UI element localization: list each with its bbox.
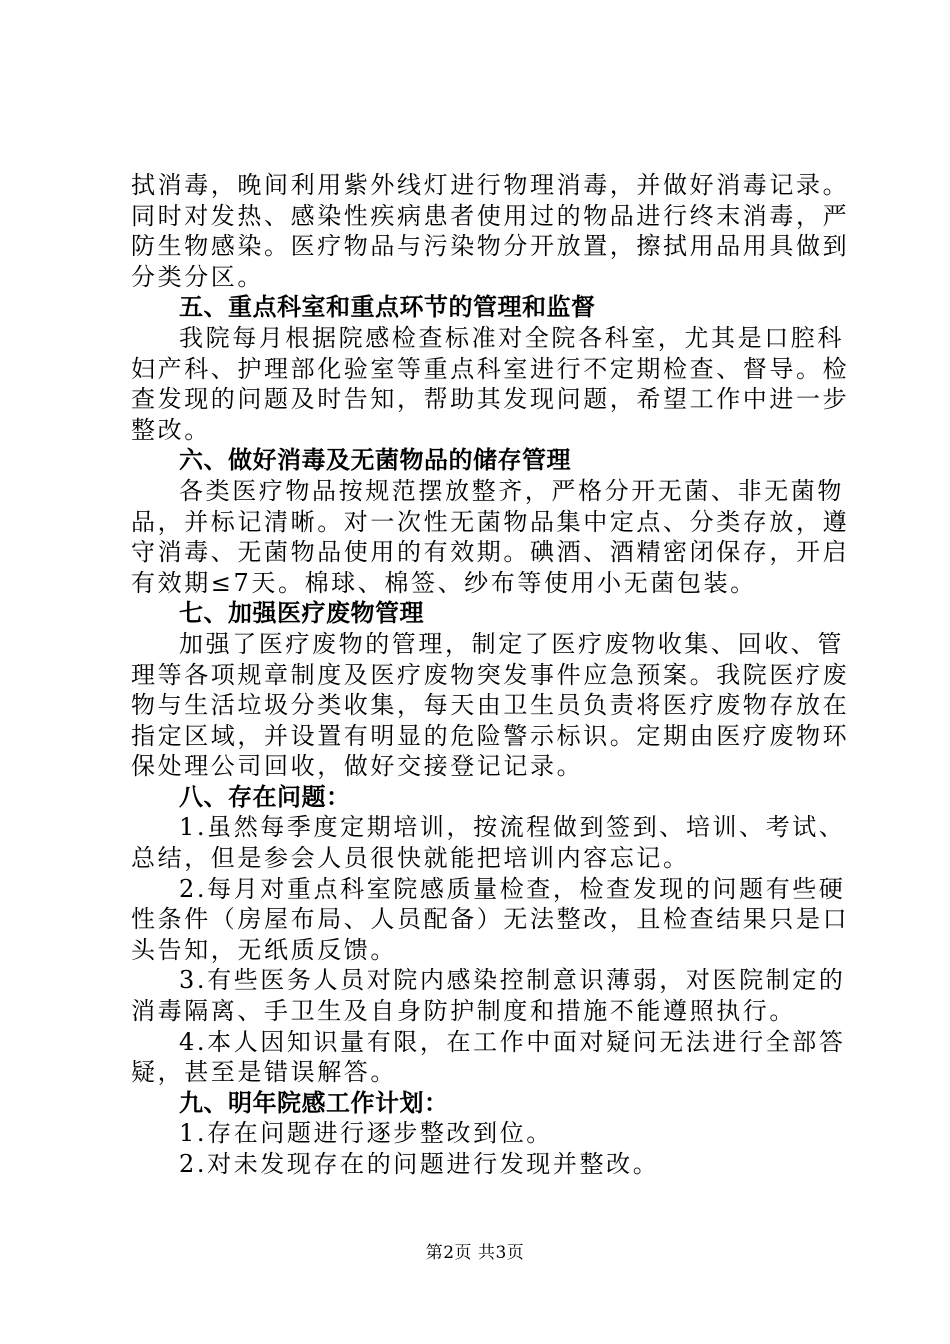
page-number-footer: 第2页 共3页 xyxy=(425,1243,525,1263)
body-line: 指定区域，并设置有明显的危险警示标识。定期由医疗废物环 xyxy=(131,721,850,750)
body-line: 整改。 xyxy=(131,415,211,444)
list-item-first-line: 2.每月对重点科室院感质量检查，检查发现的问题有些硬 xyxy=(179,874,846,903)
body-line: 同时对发热、感染性疾病患者使用过的物品进行终末消毒，严 xyxy=(131,201,850,230)
body-line: 疑，甚至是错误解答。 xyxy=(131,1058,397,1087)
body-line: 消毒隔离、手卫生及自身防护制度和措施不能遵照执行。 xyxy=(131,997,796,1026)
list-item-first-line: 1.虽然每季度定期培训，按流程做到签到、培训、考试、 xyxy=(179,813,846,842)
body-line: 守消毒、无菌物品使用的有效期。碘酒、酒精密闭保存，开启 xyxy=(131,538,850,567)
paragraph-first-line: 各类医疗物品按规范摆放整齐，严格分开无菌、非无菌物 xyxy=(179,476,844,505)
body-line: 物与生活垃圾分类收集，每天由卫生员负责将医疗废物存放在 xyxy=(131,691,850,720)
document-body xyxy=(131,170,850,1180)
body-line: 性条件（房屋布局、人员配备）无法整改，且检查结果只是口 xyxy=(131,905,850,934)
section-heading-6: 六、做好消毒及无菌物品的储存管理 xyxy=(179,446,571,475)
list-item-first-line: 3.有些医务人员对院内感染控制意识薄弱，对医院制定的 xyxy=(179,966,846,995)
body-line: 有效期≤7天。棉球、棉签、纱布等使用小无菌包装。 xyxy=(131,568,757,597)
body-line: 妇产科、护理部化验室等重点科室进行不定期检查、督导。检 xyxy=(131,354,850,383)
section-heading-5: 五、重点科室和重点环节的管理和监督 xyxy=(179,293,596,322)
list-item-first-line: 4.本人因知识量有限，在工作中面对疑问无法进行全部答 xyxy=(179,1027,846,1056)
body-line: 防生物感染。医疗物品与污染物分开放置，擦拭用品用具做到 xyxy=(131,232,850,261)
body-line: 保处理公司回收，做好交接登记记录。 xyxy=(131,752,584,781)
body-line: 查发现的问题及时告知，帮助其发现问题，希望工作中进一步 xyxy=(131,385,850,414)
body-line: 分类分区。 xyxy=(131,262,264,291)
body-line: 拭消毒，晚间利用紫外线灯进行物理消毒，并做好消毒记录。 xyxy=(131,171,850,199)
list-item-first-line: 1.存在问题进行逐步整改到位。 xyxy=(179,1119,553,1148)
body-line: 头告知，无纸质反馈。 xyxy=(131,935,397,964)
body-line: 品，并标记清晰。对一次性无菌物品集中定点、分类存放，遵 xyxy=(131,507,850,536)
paragraph-first-line: 加强了医疗废物的管理，制定了医疗废物收集、回收、管 xyxy=(179,629,844,658)
paragraph-first-line: 我院每月根据院感检查标准对全院各科室，尤其是口腔科 xyxy=(179,323,844,352)
body-line: 理等各项规章制度及医疗废物突发事件应急预案。我院医疗废 xyxy=(131,660,850,689)
list-item-first-line: 2.对未发现存在的问题进行发现并整改。 xyxy=(179,1150,660,1178)
section-heading-8: 八、存在问题： xyxy=(179,782,351,811)
section-heading-9: 九、明年院感工作计划： xyxy=(179,1088,449,1117)
body-line: 总结，但是参会人员很快就能把培训内容忘记。 xyxy=(131,844,690,873)
section-heading-7: 七、加强医疗废物管理 xyxy=(179,599,424,628)
